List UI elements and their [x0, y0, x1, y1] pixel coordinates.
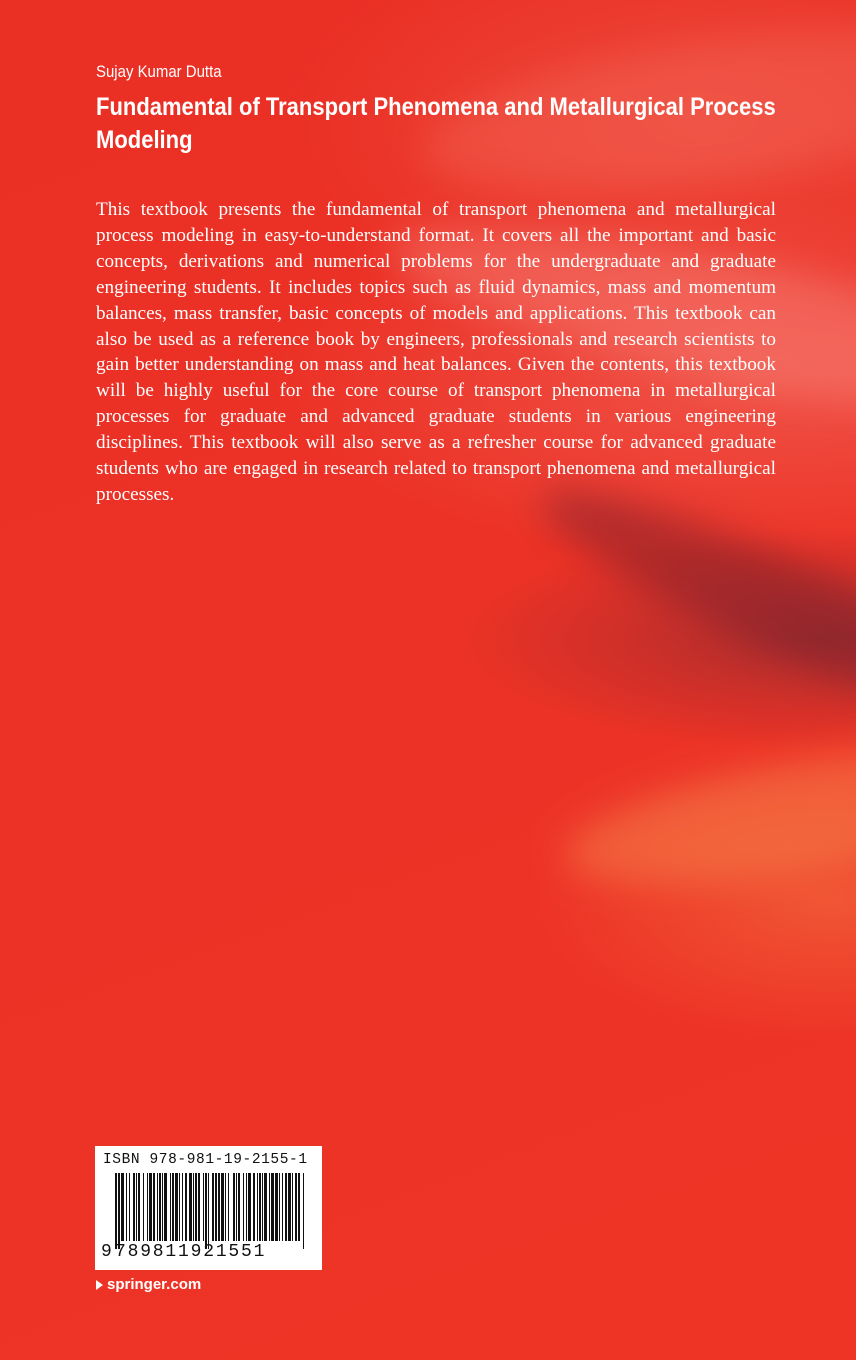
barcode-bar: [162, 1173, 163, 1241]
barcode-bar: [218, 1173, 220, 1241]
barcode-bar: [292, 1173, 293, 1241]
barcode-bar: [221, 1173, 224, 1241]
barcode-bar: [225, 1173, 226, 1241]
barcode-bar: [215, 1173, 217, 1241]
barcode-bar: [208, 1173, 209, 1249]
barcode-bar: [147, 1173, 148, 1241]
barcode-bar: [257, 1173, 258, 1241]
barcode-bar: [133, 1173, 135, 1241]
barcode-bar: [282, 1173, 283, 1241]
barcode-bar: [115, 1173, 117, 1249]
barcode-bar: [149, 1173, 152, 1241]
barcode-bar: [182, 1173, 183, 1241]
barcode-bar: [205, 1173, 207, 1249]
barcode-bar: [203, 1173, 204, 1241]
barcode-bar: [243, 1173, 244, 1241]
isbn-label: ISBN 978-981-19-2155-1: [103, 1152, 308, 1168]
barcode-first-digit: 9: [101, 1242, 114, 1262]
barcode-digits: [101, 1242, 316, 1262]
barcode-bar: [275, 1173, 278, 1241]
barcode-bar: [153, 1173, 155, 1241]
barcode-bar: [288, 1173, 291, 1241]
barcode-bar: [185, 1173, 187, 1241]
barcode-bar: [193, 1173, 194, 1241]
barcode-bar: [179, 1173, 180, 1241]
author-name: Sujay Kumar Dutta: [96, 62, 222, 81]
barcode-bar: [298, 1173, 300, 1241]
barcode-bar: [159, 1173, 161, 1241]
barcode-bar: [136, 1173, 137, 1241]
barcode-bar: [170, 1173, 171, 1241]
barcode-bar: [164, 1173, 167, 1241]
barcode-bar: [262, 1173, 263, 1241]
barcode-bars: [115, 1173, 303, 1249]
barcode-bar: [269, 1173, 270, 1241]
book-title: Fundamental of Transport Phenomena and Metallurgical Process Modeling: [96, 93, 776, 154]
barcode-bar: [285, 1173, 287, 1241]
barcode-bar: [279, 1173, 280, 1241]
barcode-bar: [212, 1173, 214, 1241]
barcode-bar: [189, 1173, 192, 1241]
barcode-bar: [259, 1173, 261, 1241]
barcode-bar: [264, 1173, 267, 1241]
barcode-bar: [143, 1173, 144, 1241]
barcode-bar: [129, 1173, 130, 1241]
barcode-bar: [198, 1173, 200, 1241]
barcode-number: 789811921551: [115, 1242, 267, 1262]
barcode-bar: [172, 1173, 174, 1241]
barcode-bar: [246, 1173, 247, 1241]
barcode-bar: [138, 1173, 140, 1241]
barcode-bar: [228, 1173, 229, 1241]
barcode-bar: [126, 1173, 127, 1241]
barcode-bar: [236, 1173, 237, 1241]
arrow-right-icon: [96, 1280, 103, 1290]
barcode-bar: [271, 1173, 273, 1241]
barcode-bar: [303, 1173, 304, 1249]
publisher-link-text[interactable]: springer.com: [107, 1276, 202, 1293]
barcode-bar: [121, 1173, 124, 1241]
barcode-bar: [248, 1173, 251, 1241]
isbn-barcode: [95, 1146, 322, 1270]
barcode-bar: [195, 1173, 197, 1241]
background-streak: [554, 719, 856, 911]
barcode-bar: [253, 1173, 255, 1241]
publisher-link[interactable]: [96, 1276, 201, 1293]
book-description: This textbook presents the fundamental of transport phenomena and metallurgical process modeling in easy-to-understand format. It covers all the important and basic concepts, derivations and numerical problems for the undergraduate and graduate engineering students. It includes topics such as fluid dynamics, mass and momentum balances, mass transfer, basic concepts of models and applications. This textbook can also be used as a reference book by engineers, professionals and research scientists to gain better understanding on mass and heat balances. Given the contents, this textbook will be highly useful for the core course of transport phenomena in metallurgical processes for graduate and advanced graduate students in various engineering disciplines. This textbook will also serve as a refresher course for advanced graduate students who are engaged in research related to transport phenomena and metallurgical processes.: [96, 199, 776, 505]
barcode-bar: [238, 1173, 240, 1241]
barcode-bar: [118, 1173, 120, 1249]
barcode-bar: [175, 1173, 178, 1241]
barcode-bar: [157, 1173, 158, 1241]
barcode-bar: [295, 1173, 297, 1241]
barcode-bar: [233, 1173, 235, 1241]
